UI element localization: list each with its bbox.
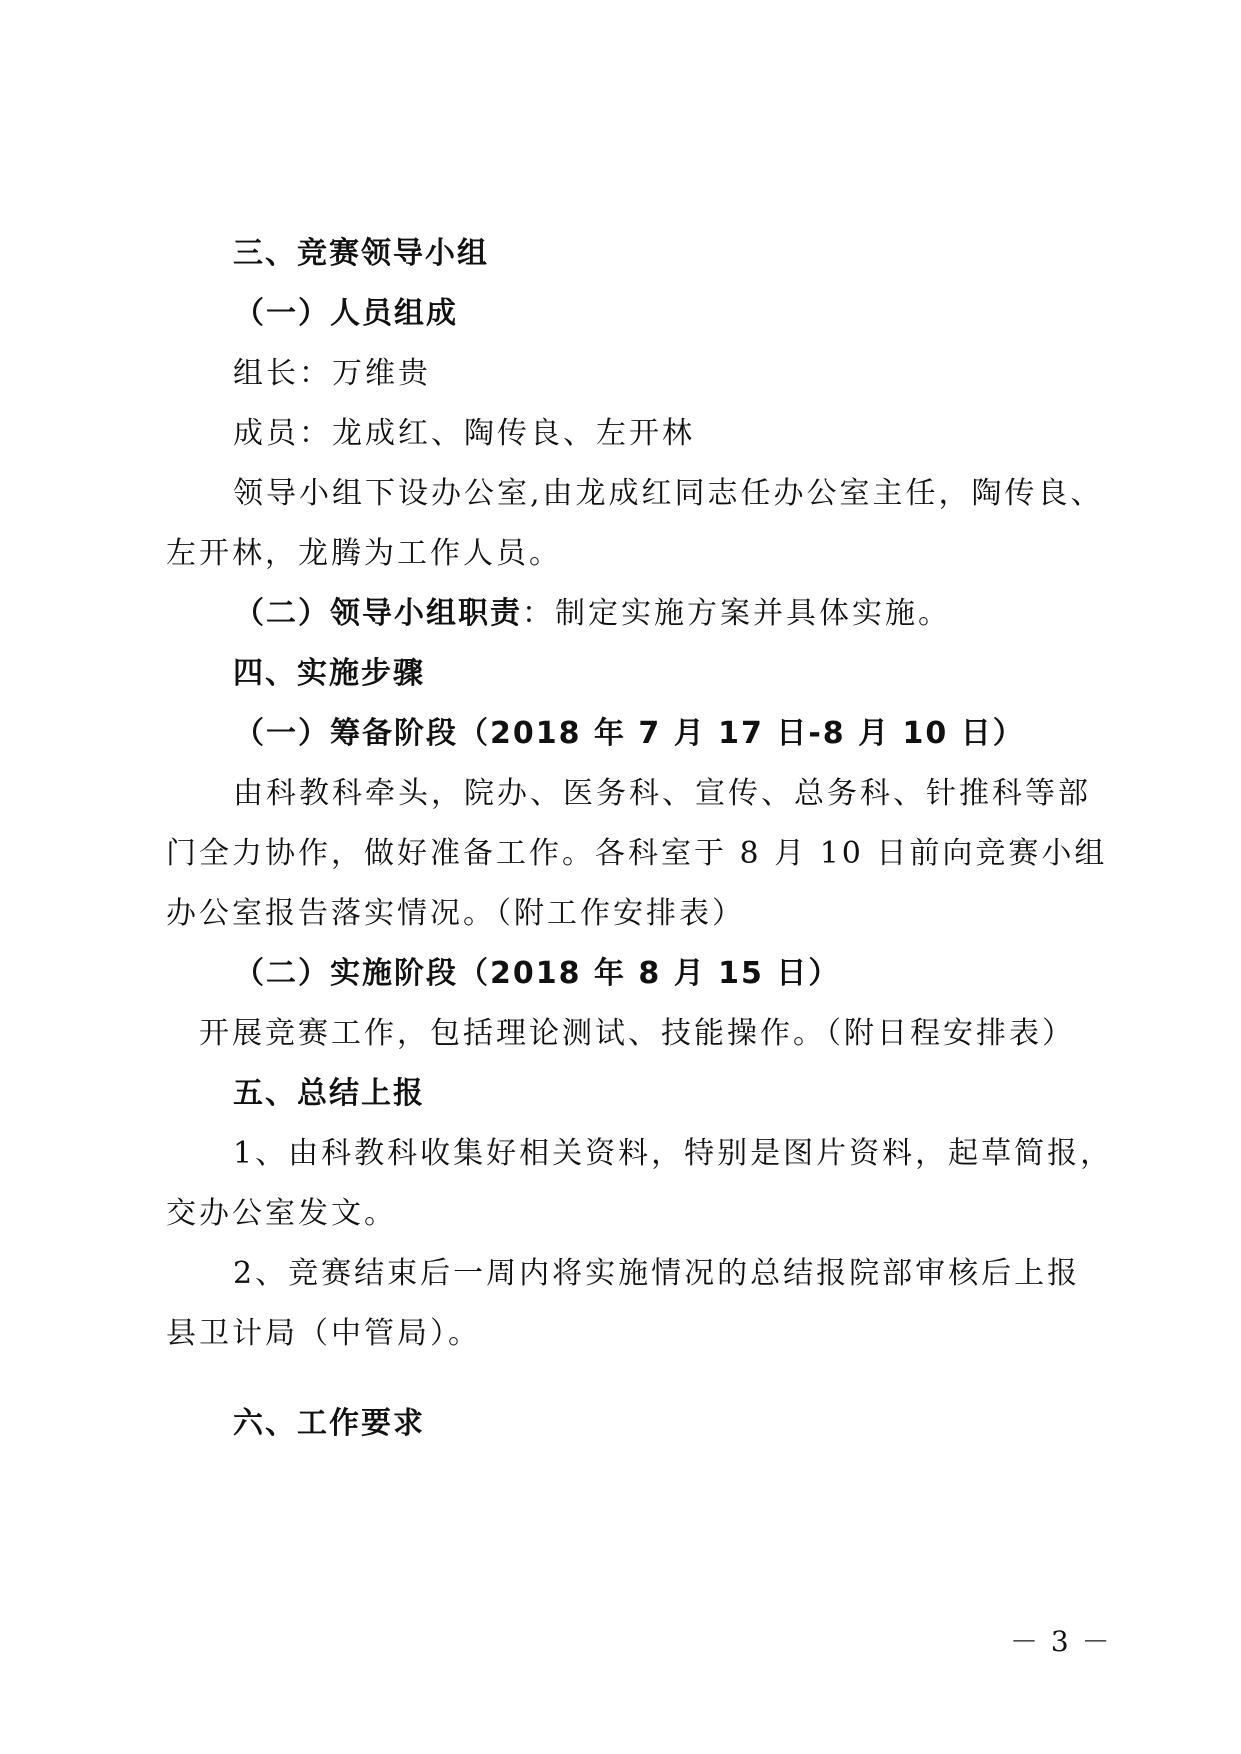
section-3-sub1-heading: （一）人员组成 xyxy=(234,296,458,331)
section-3-heading: 三、竞赛领导小组 xyxy=(233,236,489,271)
prep-paragraph-line-3: 办公室报告落实情况。（附工作安排表） xyxy=(166,896,745,931)
summary-item-2-line-2: 县卫计局（中管局）。 xyxy=(166,1316,481,1351)
office-paragraph-line-1: 领导小组下设办公室,由龙成红同志任办公室主任，陶传良、 xyxy=(233,476,1104,511)
members-line: 成员：龙成红、陶传良、左开林 xyxy=(233,416,695,451)
duty-label: （二）领导小组职责 xyxy=(234,596,522,631)
prep-paragraph-line-1: 由科教科牵头，院办、医务科、宣传、总务科、针推科等部 xyxy=(233,776,1091,811)
duty-line xyxy=(234,594,951,634)
duty-text: ：制定实施方案并具体实施。 xyxy=(522,596,951,631)
section-4-heading: 四、实施步骤 xyxy=(233,656,425,691)
leader-line: 组长：万维贵 xyxy=(233,356,431,391)
prep-stage-heading: （一）筹备阶段（2018 年 7 月 17 日-8 月 10 日） xyxy=(234,716,1025,751)
page-number: － 3 － xyxy=(1010,1625,1112,1658)
summary-item-2-line-1: 2、竞赛结束后一周内将实施情况的总结报院部审核后上报 xyxy=(233,1256,1081,1291)
section-5-heading: 五、总结上报 xyxy=(233,1076,425,1111)
impl-paragraph-line-1: 开展竞赛工作，包括理论测试、技能操作。（附日程安排表） xyxy=(199,1016,1075,1051)
office-paragraph-line-2: 左开林，龙腾为工作人员。 xyxy=(166,536,562,571)
impl-stage-heading: （二）实施阶段（2018 年 8 月 15 日） xyxy=(234,956,841,991)
section-6-heading: 六、工作要求 xyxy=(233,1406,425,1441)
summary-item-1-line-2: 交办公室发文。 xyxy=(166,1196,397,1231)
prep-paragraph-line-2: 门全力协作，做好准备工作。各科室于 8 月 10 日前向竞赛小组 xyxy=(166,836,1108,871)
summary-item-1-line-1: 1、由科教科收集好相关资料，特别是图片资料，起草简报， xyxy=(233,1136,1114,1171)
